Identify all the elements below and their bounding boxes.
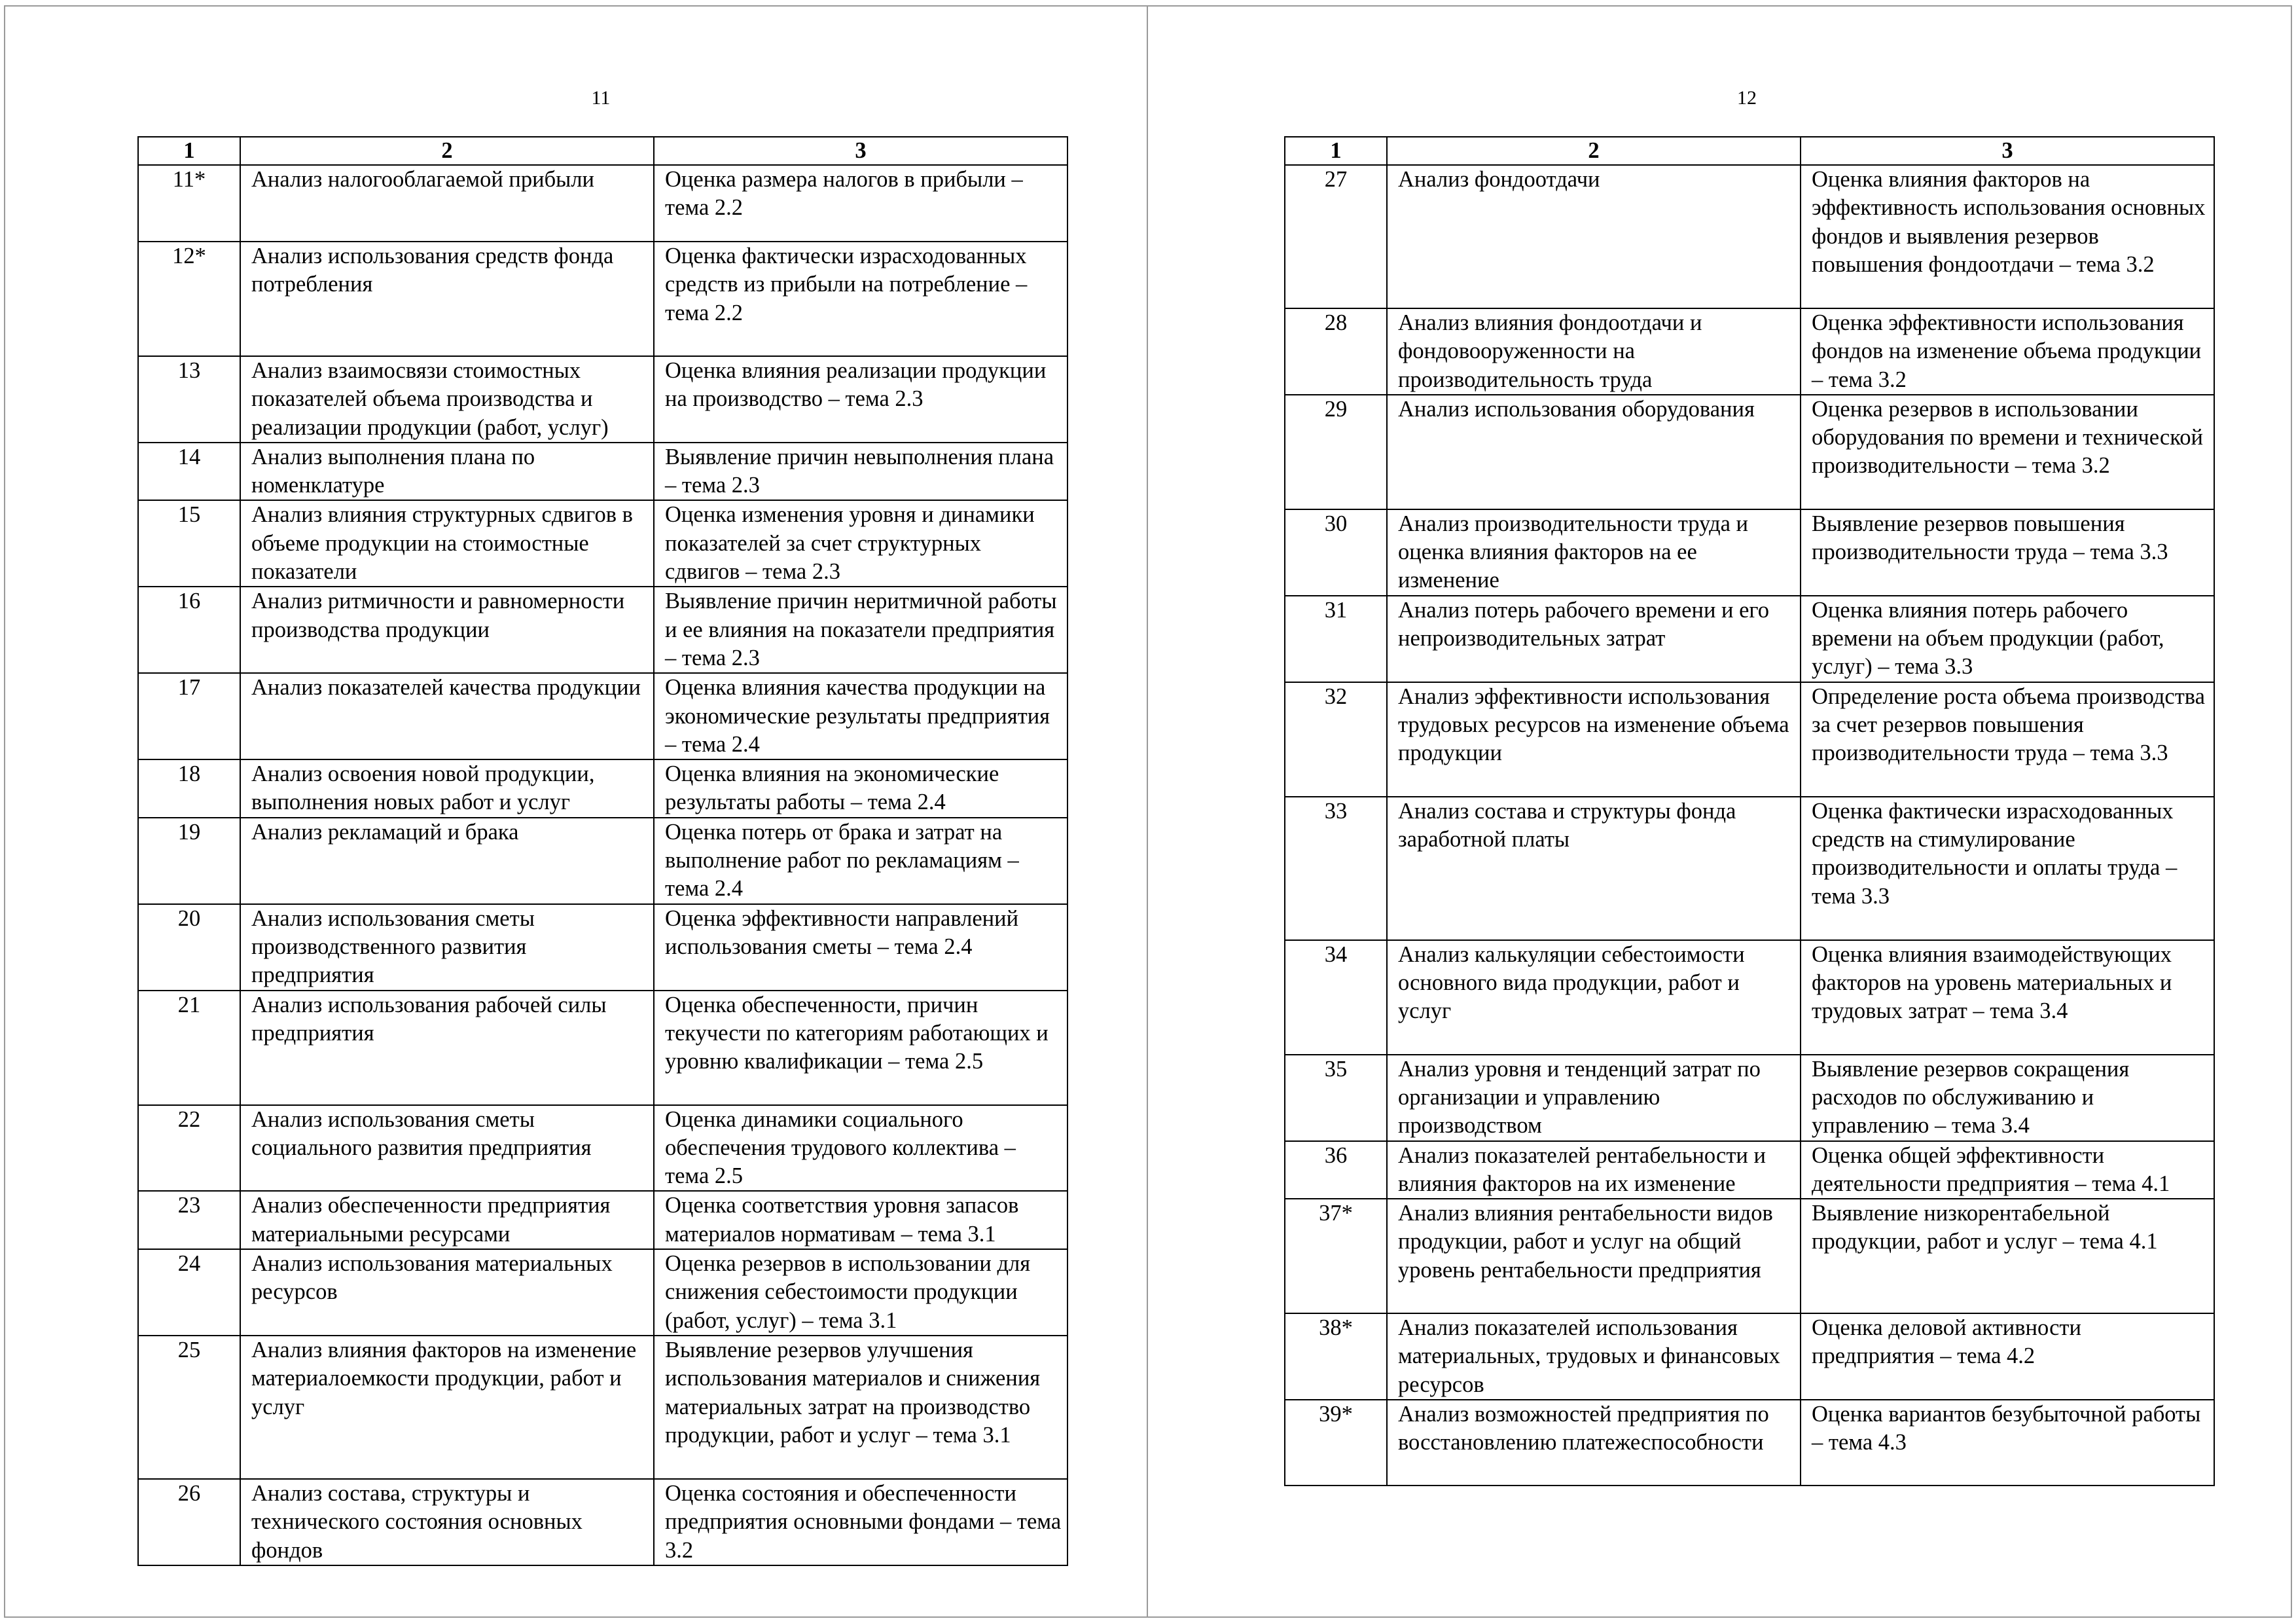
analysis-task: Оценка влияния на экономические результаты работы – тема 2.4 <box>654 759 1067 818</box>
analysis-task: Оценка резервов в использовании для снижения себестоимости продукции (работ, услуг) – тема 3.1 <box>654 1249 1067 1336</box>
row-number: 29 <box>1285 395 1387 509</box>
row-number: 17 <box>138 673 240 759</box>
analysis-task: Оценка влияния качества продукции на экономические результаты предприятия – тема 2.4 <box>654 673 1067 759</box>
table-row <box>1285 596 2214 682</box>
row-number: 23 <box>138 1191 240 1249</box>
analysis-topic: Анализ использования оборудования <box>1387 395 1801 509</box>
analysis-topic: Анализ производительности труда и оценка влияния факторов на ее изменение <box>1387 509 1801 596</box>
table-row <box>138 991 1067 1105</box>
row-number: 36 <box>1285 1141 1387 1199</box>
analysis-task: Оценка фактически израсходованных средств на стимулирование производительности и оплаты труда – тема 3.3 <box>1801 797 2214 940</box>
analysis-task: Оценка вариантов безубыточной работы – тема 4.3 <box>1801 1400 2214 1486</box>
row-number: 13 <box>138 356 240 443</box>
analysis-task: Выявление резервов сокращения расходов по обслуживанию и управлению – тема 3.4 <box>1801 1055 2214 1141</box>
table-row <box>138 1336 1067 1479</box>
table-row <box>138 904 1067 991</box>
analysis-task: Оценка резервов в использовании оборудования по времени и технической производительности – тема 3.2 <box>1801 395 2214 509</box>
table-row <box>138 356 1067 443</box>
analysis-task: Выявление причин неритмичной работы и ее влияния на показатели предприятия – тема 2.3 <box>654 587 1067 673</box>
analysis-task: Оценка влияния факторов на эффективность использования основных фондов и выявления резервов повышения фондоотдачи – тема 3.2 <box>1801 165 2214 308</box>
analysis-task: Выявление причин невыполнения плана – тема 2.3 <box>654 443 1067 501</box>
table-header-row <box>138 137 1067 165</box>
table-row <box>138 1191 1067 1249</box>
analysis-topic: Анализ использования рабочей силы предприятия <box>240 991 654 1105</box>
table-row <box>1285 682 2214 797</box>
row-number: 37* <box>1285 1199 1387 1313</box>
row-number: 24 <box>138 1249 240 1336</box>
table-row <box>1285 1141 2214 1199</box>
row-number: 14 <box>138 443 240 501</box>
analysis-topic: Анализ использования сметы производственного развития предприятия <box>240 904 654 991</box>
analysis-topic: Анализ эффективности использования трудовых ресурсов на изменение объема продукции <box>1387 682 1801 797</box>
row-number: 34 <box>1285 940 1387 1055</box>
row-number: 33 <box>1285 797 1387 940</box>
analysis-task: Оценка влияния потерь рабочего времени на объем продукции (работ, услуг) – тема 3.3 <box>1801 596 2214 682</box>
analysis-task: Оценка состояния и обеспеченности предприятия основными фондами – тема 3.2 <box>654 1479 1067 1565</box>
analysis-task: Выявление низкорентабельной продукции, работ и услуг – тема 4.1 <box>1801 1199 2214 1313</box>
analysis-topic: Анализ уровня и тенденций затрат по организации и управлению производством <box>1387 1055 1801 1141</box>
row-number: 28 <box>1285 308 1387 395</box>
analysis-topic: Анализ влияния рентабельности видов продукции, работ и услуг на общий уровень рентабельности предприятия <box>1387 1199 1801 1313</box>
table-row <box>138 165 1067 242</box>
analysis-task: Оценка изменения уровня и динамики показателей за счет структурных сдвигов – тема 2.3 <box>654 500 1067 587</box>
table-row <box>138 1479 1067 1565</box>
column-header: 2 <box>240 137 654 165</box>
row-number: 39* <box>1285 1400 1387 1486</box>
analysis-task: Оценка влияния реализации продукции на производство – тема 2.3 <box>654 356 1067 443</box>
row-number: 38* <box>1285 1313 1387 1400</box>
analysis-task: Определение роста объема производства за счет резервов повышения производительности труда – тема 3.3 <box>1801 682 2214 797</box>
analysis-task: Выявление резервов повышения производительности труда – тема 3.3 <box>1801 509 2214 596</box>
analysis-task: Оценка обеспеченности, причин текучести по категориям работающих и уровню квалификации – тема 2.5 <box>654 991 1067 1105</box>
table-row <box>1285 509 2214 596</box>
table-row <box>138 673 1067 759</box>
topics-table-left <box>137 136 1068 1566</box>
analysis-task: Оценка эффективности использования фондов на изменение объема продукции – тема 3.2 <box>1801 308 2214 395</box>
row-number: 27 <box>1285 165 1387 308</box>
table-row <box>1285 395 2214 509</box>
analysis-topic: Анализ состава и структуры фонда заработной платы <box>1387 797 1801 940</box>
column-header: 1 <box>1285 137 1387 165</box>
analysis-task: Оценка фактически израсходованных средств из прибыли на потребление – тема 2.2 <box>654 242 1067 356</box>
table-row <box>1285 1313 2214 1400</box>
analysis-topic: Анализ влияния факторов на изменение материалоемкости продукции, работ и услуг <box>240 1336 654 1479</box>
column-header: 2 <box>1387 137 1801 165</box>
analysis-topic: Анализ показателей качества продукции <box>240 673 654 759</box>
table-row <box>1285 165 2214 308</box>
row-number: 22 <box>138 1105 240 1192</box>
row-number: 32 <box>1285 682 1387 797</box>
analysis-topic: Анализ потерь рабочего времени и его непроизводительных затрат <box>1387 596 1801 682</box>
row-number: 11* <box>138 165 240 242</box>
column-header: 1 <box>138 137 240 165</box>
analysis-topic: Анализ выполнения плана по номенклатуре <box>240 443 654 501</box>
table-row <box>1285 1199 2214 1313</box>
row-number: 16 <box>138 587 240 673</box>
analysis-topic: Анализ ритмичности и равномерности производства продукции <box>240 587 654 673</box>
analysis-task: Выявление резервов улучшения использования материалов и снижения материальных затрат на производство продукции, работ и услуг – тема 3.1 <box>654 1336 1067 1479</box>
analysis-task: Оценка влияния взаимодействующих факторов на уровень материальных и трудовых затрат – тема 3.4 <box>1801 940 2214 1055</box>
analysis-task: Оценка общей эффективности деятельности предприятия – тема 4.1 <box>1801 1141 2214 1199</box>
table-row <box>138 818 1067 904</box>
analysis-topic: Анализ освоения новой продукции, выполнения новых работ и услуг <box>240 759 654 818</box>
column-header: 3 <box>654 137 1067 165</box>
analysis-topic: Анализ показателей рентабельности и влияния факторов на их изменение <box>1387 1141 1801 1199</box>
table-row <box>1285 940 2214 1055</box>
page-number: 11 <box>591 87 611 109</box>
table-header-row <box>1285 137 2214 165</box>
analysis-topic: Анализ состава, структуры и технического состояния основных фондов <box>240 1479 654 1565</box>
table-row <box>1285 308 2214 395</box>
analysis-task: Оценка деловой активности предприятия – тема 4.2 <box>1801 1313 2214 1400</box>
analysis-topic: Анализ использования материальных ресурсов <box>240 1249 654 1336</box>
analysis-topic: Анализ показателей использования материальных, трудовых и финансовых ресурсов <box>1387 1313 1801 1400</box>
analysis-topic: Анализ рекламаций и брака <box>240 818 654 904</box>
analysis-topic: Анализ калькуляции себестоимости основного вида продукции, работ и услуг <box>1387 940 1801 1055</box>
table-row <box>138 1105 1067 1192</box>
analysis-task: Оценка размера налогов в прибыли – тема 2.2 <box>654 165 1067 242</box>
analysis-topic: Анализ использования средств фонда потребления <box>240 242 654 356</box>
analysis-task: Оценка динамики социального обеспечения трудового коллектива – тема 2.5 <box>654 1105 1067 1192</box>
row-number: 30 <box>1285 509 1387 596</box>
analysis-topic: Анализ обеспеченности предприятия материальными ресурсами <box>240 1191 654 1249</box>
row-number: 19 <box>138 818 240 904</box>
row-number: 31 <box>1285 596 1387 682</box>
table-row <box>138 443 1067 501</box>
analysis-task: Оценка потерь от брака и затрат на выполнение работ по рекламациям – тема 2.4 <box>654 818 1067 904</box>
analysis-topic: Анализ использования сметы социального развития предприятия <box>240 1105 654 1192</box>
table-row <box>1285 1400 2214 1486</box>
analysis-topic: Анализ возможностей предприятия по восстановлению платежеспособности <box>1387 1400 1801 1486</box>
row-number: 35 <box>1285 1055 1387 1141</box>
table-row <box>138 1249 1067 1336</box>
row-number: 15 <box>138 500 240 587</box>
analysis-topic: Анализ налогооблагаемой прибыли <box>240 165 654 242</box>
table-row <box>1285 797 2214 940</box>
table-row <box>138 242 1067 356</box>
table-row <box>1285 1055 2214 1141</box>
analysis-task: Оценка эффективности направлений использования сметы – тема 2.4 <box>654 904 1067 991</box>
analysis-topic: Анализ влияния фондоотдачи и фондовооруженности на производительность труда <box>1387 308 1801 395</box>
row-number: 18 <box>138 759 240 818</box>
row-number: 26 <box>138 1479 240 1565</box>
topics-table-right <box>1284 136 2215 1486</box>
row-number: 20 <box>138 904 240 991</box>
analysis-topic: Анализ фондоотдачи <box>1387 165 1801 308</box>
row-number: 12* <box>138 242 240 356</box>
table-row <box>138 587 1067 673</box>
analysis-topic: Анализ взаимосвязи стоимостных показателей объема производства и реализации продукции (работ, услуг) <box>240 356 654 443</box>
page-number: 12 <box>1737 87 1757 109</box>
row-number: 21 <box>138 991 240 1105</box>
analysis-topic: Анализ влияния структурных сдвигов в объеме продукции на стоимостные показатели <box>240 500 654 587</box>
analysis-task: Оценка соответствия уровня запасов материалов нормативам – тема 3.1 <box>654 1191 1067 1249</box>
column-header: 3 <box>1801 137 2214 165</box>
table-row <box>138 500 1067 587</box>
row-number: 25 <box>138 1336 240 1479</box>
table-row <box>138 759 1067 818</box>
